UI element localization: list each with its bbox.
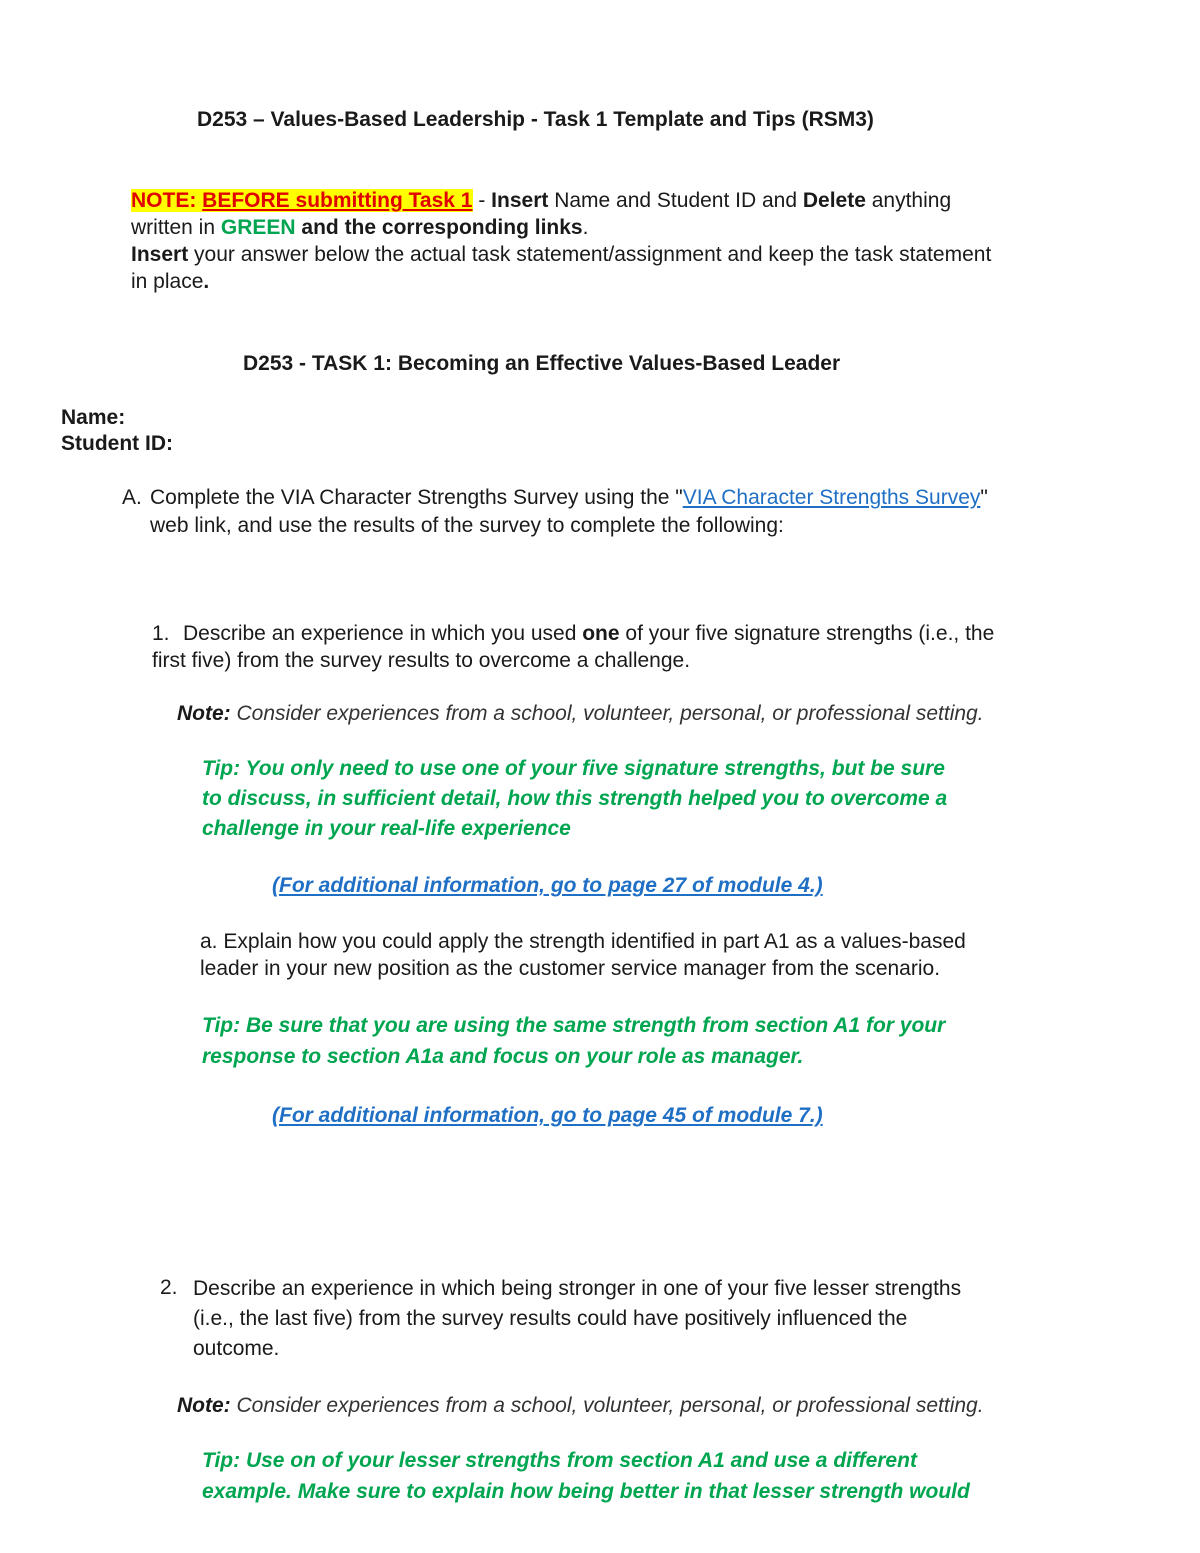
note-line-4: [131, 268, 209, 296]
note-text1: Name and Student ID and: [548, 189, 803, 212]
note-green-word: GREEN: [220, 216, 296, 239]
note-line4-end: .: [203, 270, 210, 293]
via-survey-link[interactable]: VIA Character Strengths Survey: [682, 486, 981, 509]
item-1-note-label: Note:: [177, 702, 231, 725]
section-a-text-start: Complete the VIA Character Strengths Survey using the ": [150, 486, 683, 509]
item-2-marker: 2.: [160, 1276, 178, 1299]
item-1-tip-line: challenge in your real-life experience: [202, 817, 571, 840]
item-2-note-text: Consider experiences from a school, volunteer, personal, or professional setting.: [230, 1394, 984, 1417]
document-header-title: D253 – Values-Based Leadership - Task 1 Template and Tips (RSM3): [197, 108, 874, 131]
note-line-2: [131, 214, 588, 242]
section-a-line-2: web link, and use the results of the survey to complete the following:: [150, 514, 784, 537]
note-insert-2: Insert: [131, 243, 189, 266]
note-line-1: [131, 187, 951, 215]
item-1a-tip-line: Tip: Be sure that you are using the same strength from section A1 for your: [202, 1014, 946, 1037]
note-text2: anything: [865, 189, 952, 212]
note-written-in: written in: [131, 216, 221, 239]
item-1-line-2: first five) from the survey results to overcome a challenge.: [152, 649, 691, 672]
before-submitting: BEFORE submitting Task 1: [202, 189, 473, 212]
note-line-3: [131, 241, 991, 269]
item-1-note-text: Consider experiences from a school, volunteer, personal, or professional setting.: [230, 702, 984, 725]
note-line4-text: in place: [131, 270, 204, 293]
item-1-more-info-link[interactable]: (For additional information, go to page 27 of module 4.): [272, 874, 823, 897]
item-1a-tip: [202, 1010, 945, 1072]
item-2-note: [177, 1392, 984, 1420]
item-1a-line-2: leader in your new position as the customer service manager from the scenario.: [200, 957, 941, 980]
task-title: D253 - TASK 1: Becoming an Effective Values-Based Leader: [243, 352, 841, 375]
section-a-text-end: ": [980, 486, 988, 509]
item-2-tip-line: example. Make sure to explain how being better in that lesser strength would: [202, 1480, 970, 1503]
item-1-line-1: [183, 620, 994, 648]
note-sep: -: [472, 189, 492, 212]
item-1-text-start: Describe an experience in which you used: [183, 622, 583, 645]
item-2-tip-line: Tip: Use on of your lesser strengths from section A1 and use a different: [202, 1449, 917, 1472]
item-1-tip-line: to discuss, in sufficient detail, how this strength helped you to overcome a: [202, 787, 948, 810]
item-1a-more-info-link[interactable]: (For additional information, go to page 45 of module 7.): [272, 1104, 823, 1127]
item-1-marker: 1.: [152, 622, 170, 645]
item-2-note-label: Note:: [177, 1394, 231, 1417]
student-id-label: Student ID:: [61, 432, 173, 455]
note-line3-text: your answer below the actual task statement/assignment and keep the task statement: [188, 243, 992, 266]
item-1-bold-one: one: [582, 622, 620, 645]
note-and-links: and the corresponding links: [295, 216, 583, 239]
section-a-marker: A.: [122, 486, 142, 509]
item-1-tip: [202, 754, 947, 844]
item-2-line: outcome.: [193, 1337, 280, 1360]
item-1-note: [177, 700, 984, 728]
name-label: Name:: [61, 406, 126, 429]
item-1-text-end: of your five signature strengths (i.e., the: [619, 622, 995, 645]
item-2-tip: [202, 1445, 970, 1507]
note-prefix: NOTE:: [131, 189, 203, 212]
item-2-line: Describe an experience in which being stronger in one of your five lesser strengths: [193, 1277, 962, 1300]
item-1a-tip-line: response to section A1a and focus on your role as manager.: [202, 1045, 804, 1068]
item-2-line: (i.e., the last five) from the survey results could have positively influenced the: [193, 1307, 908, 1330]
section-a-line-1: [150, 484, 988, 512]
item-2-text: [193, 1274, 961, 1364]
note-period: .: [582, 216, 589, 239]
note-insert: Insert: [491, 189, 549, 212]
note-delete: Delete: [802, 189, 866, 212]
item-1-tip-line: Tip: You only need to use one of your five signature strengths, but be sure: [202, 757, 945, 780]
item-1a-line-1: a. Explain how you could apply the strength identified in part A1 as a values-based: [200, 930, 966, 953]
